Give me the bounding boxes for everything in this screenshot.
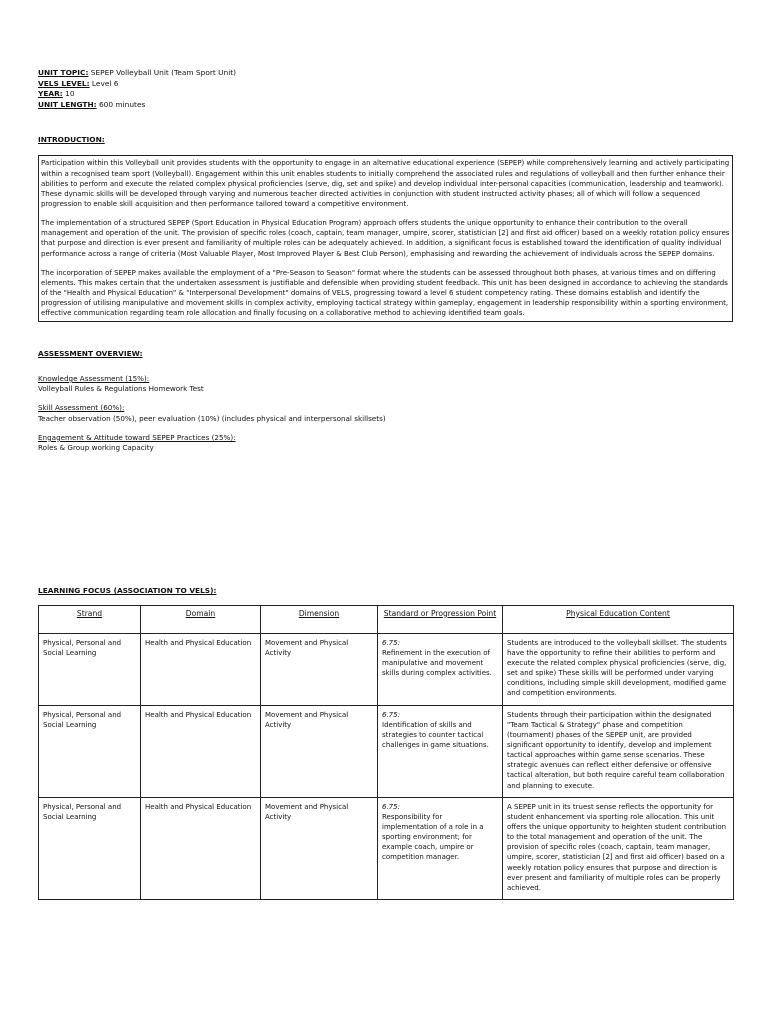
table-row xyxy=(39,633,734,705)
assessment-item-detail: Volleyball Rules & Regulations Homework Test xyxy=(38,384,204,394)
introduction-paragraph-2: The implementation of a structured SEPEP (Sport Education in Physical Education Program) approach offers students the unique opportunity to enhance their contribution to the overall management and operation of the unit. The provision of specific roles (coach, captain, team manager, umpire, scorer, statistician [2] and first aid officer) based on a weekly rotation policy ensures that purpose and direction is ever present and familiarity of multiple roles can be adequately achieved. In addition, a significant focus is established toward the identification of quality individual performance across a range of criteria (Most Valuable Player, Most Improved Player & Best Club Person), emphasising and rewarding the achievement of individuals across the SEPEP domains. xyxy=(41,219,730,258)
dimension-cell: Movement and Physical Activity xyxy=(261,797,378,899)
assessment-item-heading: Engagement & Attitude toward SEPEP Practices (25%): xyxy=(38,432,236,442)
unit-length-label: UNIT LENGTH: xyxy=(38,100,97,110)
unit-topic-value: SEPEP Volleyball Unit (Team Sport Unit) xyxy=(88,68,237,77)
unit-length-line xyxy=(38,100,733,111)
assessment-item-heading: Knowledge Assessment (15%): xyxy=(38,373,150,383)
introduction-heading: INTRODUCTION: xyxy=(38,134,105,144)
dimension-cell: Movement and Physical Activity xyxy=(261,633,378,705)
column-header-strand: Strand xyxy=(39,605,141,633)
table-row xyxy=(39,797,734,899)
standard-text: Responsibility for implementation of a role in a sporting environment; for example coach, umpire or competition manager. xyxy=(382,812,484,862)
pe-content-cell: A SEPEP unit in its truest sense reflects the opportunity for student enhancement via sporting role allocation. This unit offers the unique opportunity to heighten student contribution to the total management and operation of the unit. The provision of specific roles (coach, captain, team manager, umpire, scorer, statistician [2] and first aid officer) based on a weekly rotation policy ensures that purpose and direction is ever present and familiarity of multiple roles can be properly achieved. xyxy=(503,797,734,899)
assessment-heading: ASSESSMENT OVERVIEW: xyxy=(38,349,143,359)
introduction-paragraph-1: Participation within this Volleyball unit provides students with the opportunity to engage in an alternative educational experience (SEPEP) while comprehensively learning and actively participating within a recognised team sport (Volleyball). Engagement within this unit enables students to initially comprehend the associated rules and regulations of volleyball and then further enhance their abilities to perform and execute the related complex physical proficiencies (serve, dig, set and spike) and develop individual inter-personal capacities (communication, leadership and teamwork). These dynamic skills will be developed through varying and numerous teacher directed activities in conjunction with student instructed activity phases; all of which will follow a sequenced progression to enable skill acquisition and then performance tailored toward a competitive environment. xyxy=(41,159,730,209)
standard-code: 6.75: xyxy=(382,710,400,719)
strand-cell: Physical, Personal and Social Learning xyxy=(39,705,141,797)
assessment-item-detail: Teacher observation (50%), peer evaluation (10%) (includes physical and interpersonal skillsets) xyxy=(38,413,386,423)
standard-cell xyxy=(378,797,503,899)
vels-level-label: VELS LEVEL: xyxy=(38,78,90,88)
pe-content-cell: Students are introduced to the volleyball skillset. The students have the opportunity to refine their abilities to perform and execute the related complex physical proficiencies (serve, dig, set and spike) These skills will be performed under varying conditions, including simple skill development, modified game and competition environments. xyxy=(503,633,734,705)
standard-code: 6.75: xyxy=(382,638,400,647)
column-header-domain: Domain xyxy=(141,605,261,633)
assessment-item xyxy=(38,433,733,453)
standard-cell xyxy=(378,633,503,705)
table-header-row xyxy=(39,605,734,633)
assessment-item xyxy=(38,403,733,423)
introduction-paragraph-3: The incorporation of SEPEP makes available the employment of a "Pre-Season to Season" format where the students can be assessed throughout both phases, at various times and on differing elements. This makes certain that the undertaken assessment is justifiable and defensible when providing student feedback. This unit has been designed in accordance to achieving the standards of the "Health and Physical Education" & "Interpersonal Development" domains of VELS, progressing toward a level 6 student competency rating. These domains establish and identify the progression of utilising manipulative and movement skills in complex activity, employing tactical strategy within gameplay, engagement in leadership responsibility within a sporting environment, effective communication regarding team role allocation and finally focusing on a collaborative method to achieving identified team goals. xyxy=(41,268,729,318)
domain-cell: Health and Physical Education xyxy=(141,797,261,899)
year-value: 10 xyxy=(62,89,75,99)
column-header-standard: Standard or Progression Point xyxy=(378,605,503,633)
dimension-cell: Movement and Physical Activity xyxy=(261,705,378,797)
column-header-dimension: Dimension xyxy=(261,605,378,633)
domain-cell: Health and Physical Education xyxy=(141,705,261,797)
document-page xyxy=(38,68,733,900)
standard-cell xyxy=(378,705,503,797)
vels-level-line xyxy=(38,79,733,90)
year-line xyxy=(38,89,733,100)
standard-code: 6.75: xyxy=(382,802,400,811)
standard-text: Identification of skills and strategies to counter tactical challenges in game situations. xyxy=(382,720,489,750)
assessment-item-heading: Skill Assessment (60%): xyxy=(38,403,125,413)
vels-level-value: Level 6 xyxy=(89,78,119,88)
unit-length-value: 600 minutes xyxy=(96,100,146,110)
pe-content-cell: Students through their participation within the designated "Team Tactical & Strategy" phase and competition (tournament) phases of the SEPEP unit, are provided significant opportunity to identify, develop and implement tactical approaches within game sense scenarios. These strategic avenues can reflect either defensive or offensive tactical alteration, but both require careful team collaboration and planning to execute. xyxy=(503,705,734,797)
column-header-pe-content: Physical Education Content xyxy=(503,605,734,633)
domain-cell: Health and Physical Education xyxy=(141,633,261,705)
learning-focus-heading: LEARNING FOCUS (ASSOCIATION TO VELS): xyxy=(38,586,217,596)
strand-cell: Physical, Personal and Social Learning xyxy=(39,797,141,899)
learning-focus-table xyxy=(38,605,734,900)
introduction-box xyxy=(38,155,733,322)
year-label: YEAR: xyxy=(38,89,63,99)
standard-text: Refinement in the execution of manipulative and movement skills during complex activities. xyxy=(382,648,492,678)
unit-topic-label: UNIT TOPIC: xyxy=(38,68,89,77)
assessment-item-detail: Roles & Group working Capacity xyxy=(38,443,154,453)
table-row xyxy=(39,705,734,797)
unit-header xyxy=(38,68,733,111)
unit-topic-line xyxy=(38,68,733,79)
assessment-item xyxy=(38,374,733,394)
strand-cell: Physical, Personal and Social Learning xyxy=(39,633,141,705)
